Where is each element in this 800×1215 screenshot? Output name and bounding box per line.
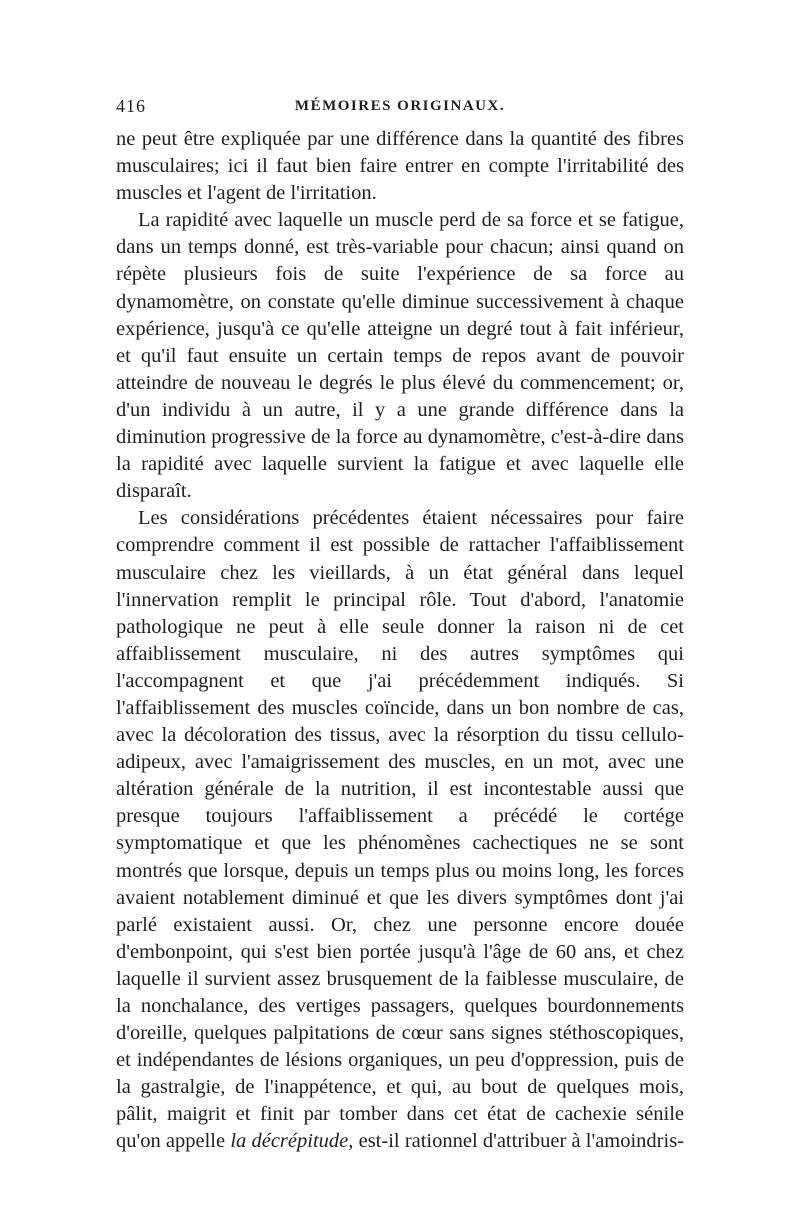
paragraph-3-continuation: est-il rationnel d'attribuer à l'amoindris-: [358, 1130, 685, 1153]
page-header: [116, 96, 684, 120]
paragraph-3-text: Les considérations précédentes étaient nécessaires pour faire comprendre comment il est possible de rattacher l'affaiblissement musculaire chez les vieillards, à un état général dans lequel l'innervation remplit le principal rôle. Tout d'abord, l'anatomie pathologique ne peut à elle seule donner la raison ni de cet affaiblissement musculaire, ni des autres symptômes qui l'accompagnent et que j'ai précédemment indiqués. Si l'affaiblissement des muscles coïncide, dans un bon nombre de cas, avec la décoloration des tissus, avec la résorption du tissu cellulo-adipeux, avec l'amaigrissement des muscles, en un mot, avec une altération générale de la nutrition, il est incontestable aussi que presque toujours l'affaiblissement a précédé le cortége symptomatique et que les phénomènes cachectiques ne se sont montrés que lorsque, depuis un temps plus ou moins long, les forces avaient notablement diminué et que les divers symptômes dont j'ai parlé existaient aussi. Or, chez une personne encore douée d'embonpoint, qui s'est bien portée jusqu'à l'âge de 60 ans, et chez laquelle il survient assez brusquement de la faiblesse musculaire, de la nonchalance, des vertiges passagers, quelques bourdonnements d'oreille, quelques palpitations de cœur sans signes stéthoscopiques, et indépendantes de lésions organiques, un peu d'oppression, puis de la gastralgie, de l'inappétence, et qui, au bout de quelques mois, pâlit, maigrit et finit par tomber dans cet état de cachexie sénile qu'on appelle: [116, 507, 684, 1153]
running-head: MÉMOIRES ORIGINAUX.: [294, 98, 506, 114]
page-number: 416: [116, 96, 146, 116]
italic-term: la décrépitude,: [230, 1130, 354, 1153]
paragraph-3: [116, 505, 684, 1155]
paragraph-2: La rapidité avec laquelle un muscle perd de sa force et se fatigue, dans un temps donné, est très-variable pour chacun; ainsi quand on répète plusieurs fois de suite l'expérience de sa force au dynamomètre, on constate qu'elle diminue successivement à chaque expérience, jusqu'à ce qu'elle atteigne un degré tout à fait inférieur, et qu'il faut ensuite un certain temps de repos avant de pouvoir atteindre de nouveau le degrés le plus élevé du commencement; or, d'un individu à un autre, il y a une grande différence dans la diminution progressive de la force au dynamomètre, c'est-à-dire dans la rapidité avec laquelle survient la fatigue et avec laquelle elle disparaît.: [116, 209, 684, 503]
body-text: [116, 126, 684, 1156]
paragraph-1: ne peut être expliquée par une différence dans la quantité des fibres musculaires; ici il faut bien faire entrer en compte l'irritabilité des muscles et l'agent de l'irritation.: [116, 128, 684, 205]
